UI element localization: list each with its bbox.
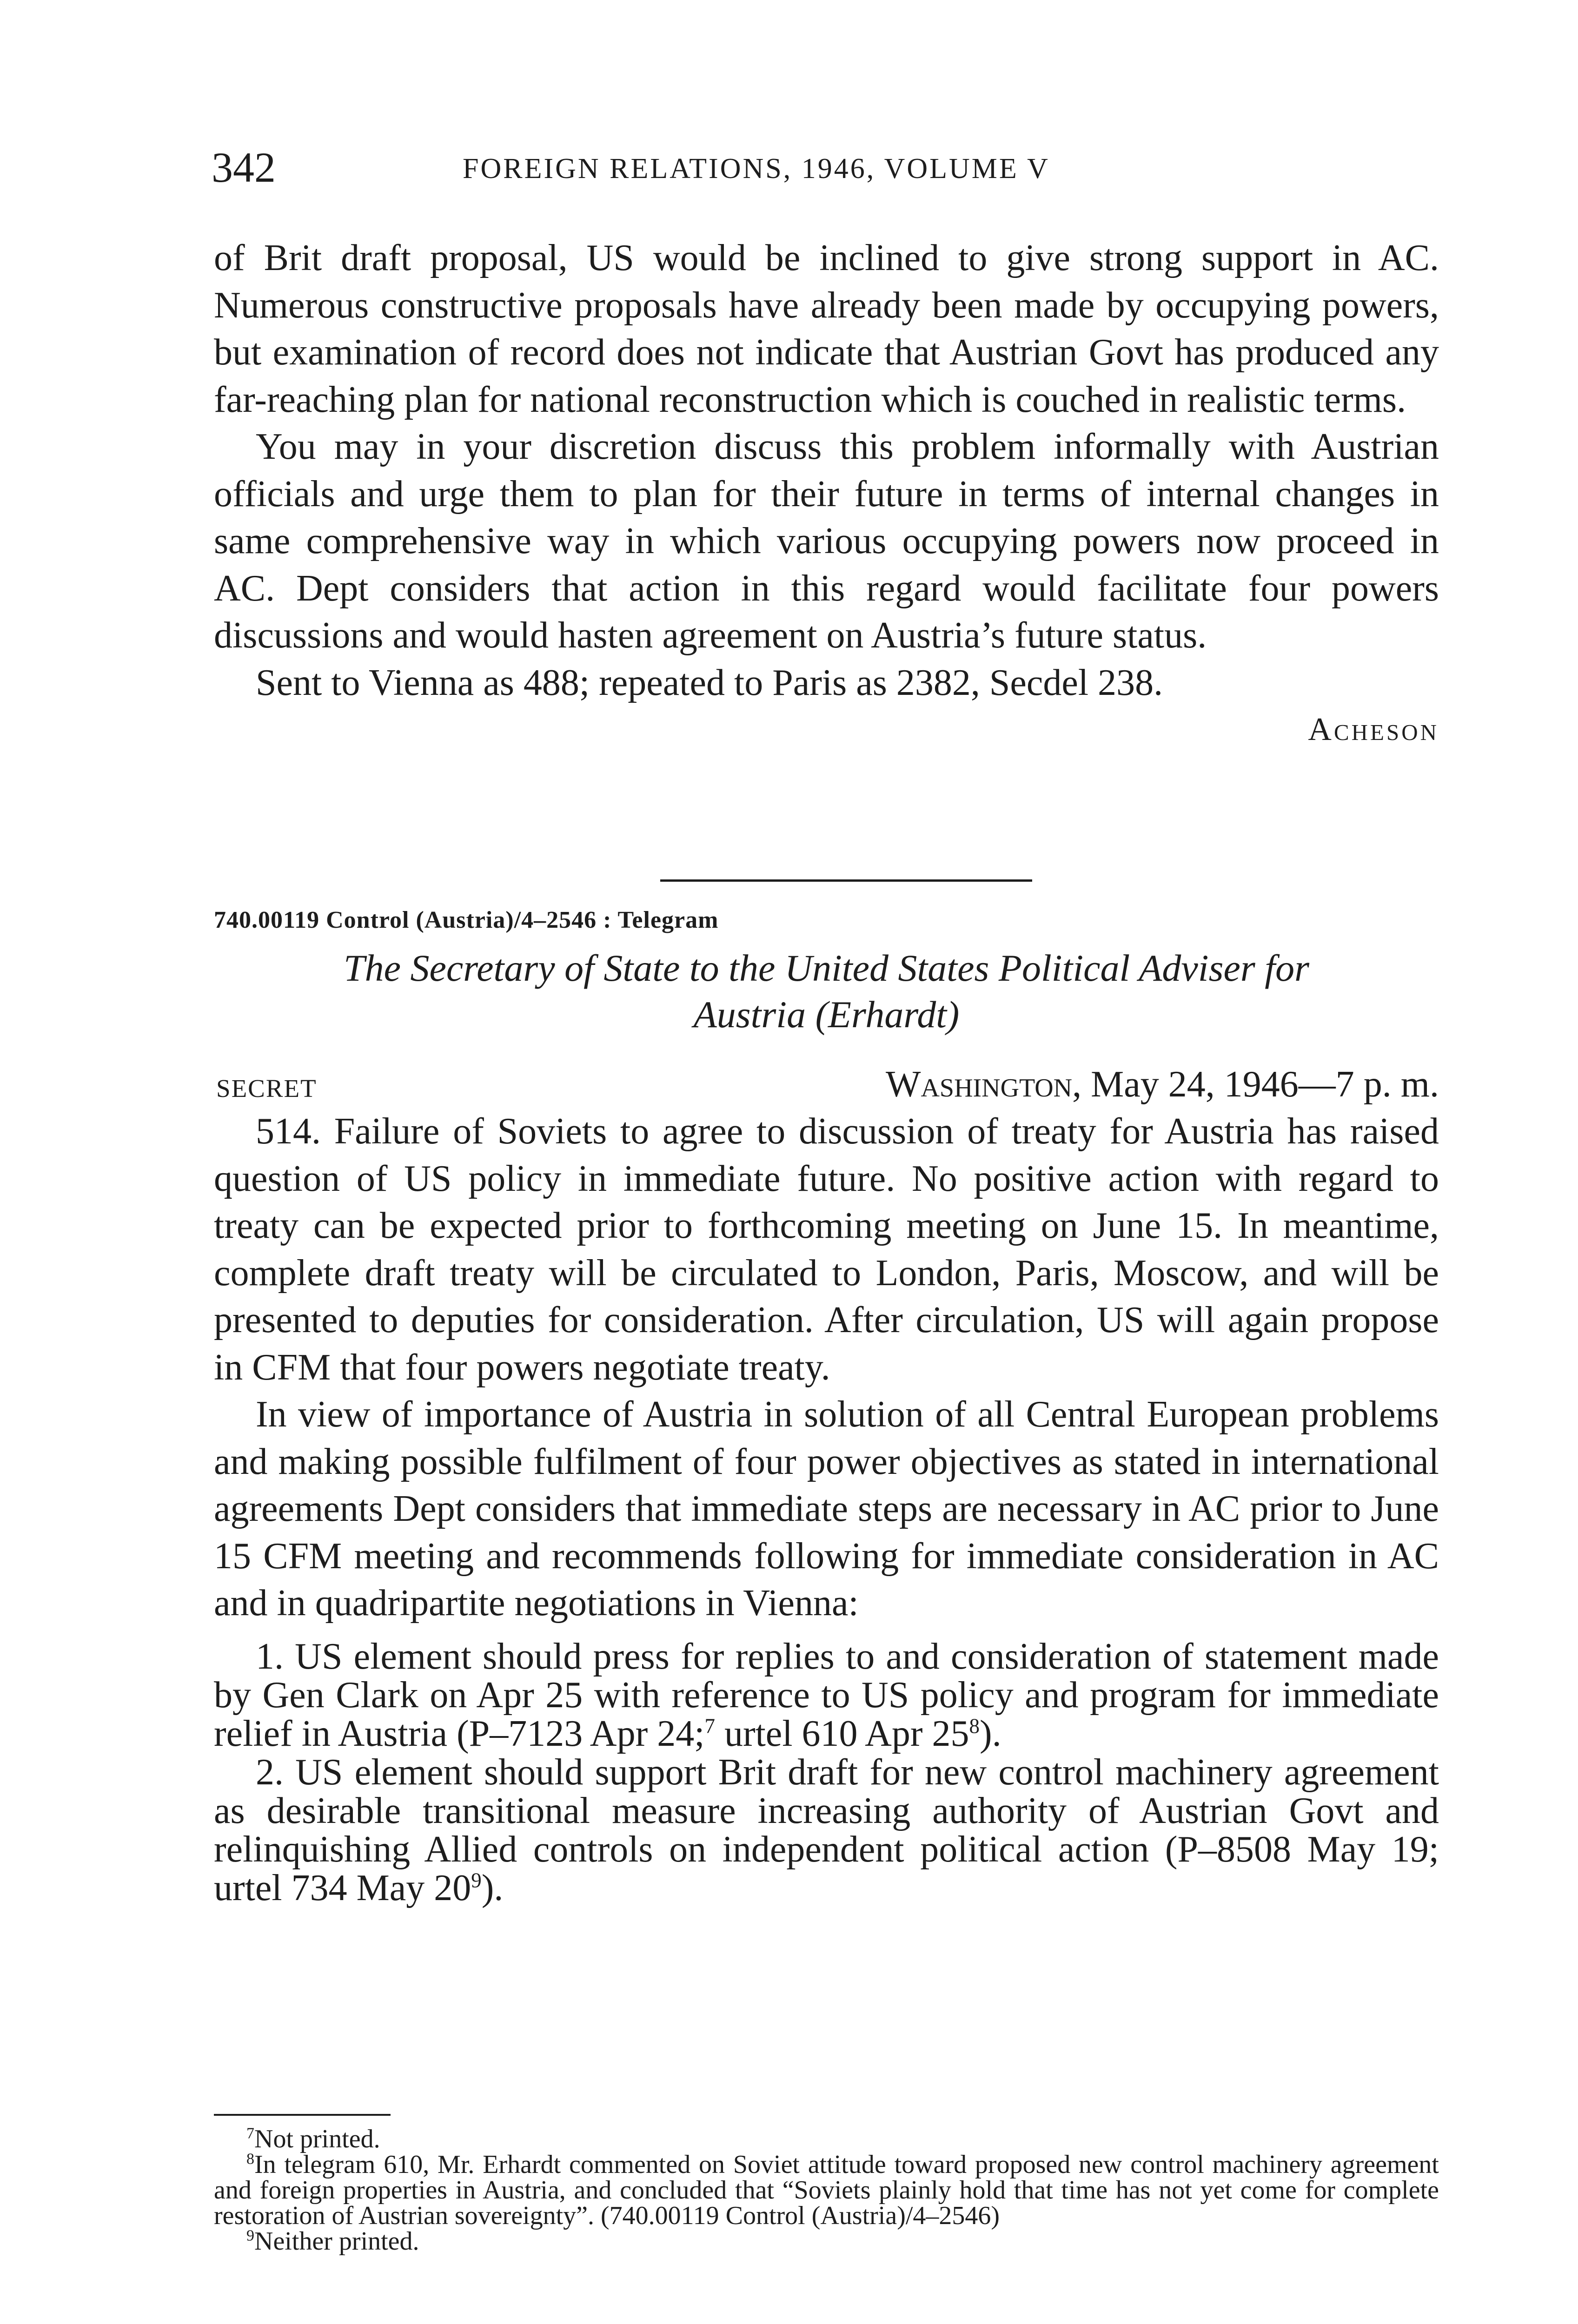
paragraph-continued: of Brit draft proposal, US would be inclined to give strong support in AC. Numerous constructive proposals have already been made by occupying powers, but examination of record does not indicate that Austrian Govt has produced any far-reaching plan for national reconstruction which is couched in realistic terms. <box>214 238 1439 420</box>
document-title-line1: The Secretary of State to the United States Political Adviser for <box>344 947 1309 989</box>
paragraph-in-view: In view of importance of Austria in solution of all Central European problems and making possible fulfilment of four power objectives as stated in international agreements Dept considers that immediate steps are necessary in AC prior to June 15 CFM meeting and recommends following for immediate consideration in AC and in quadripartite negotiations in Vienna: <box>214 1394 1439 1624</box>
place-date <box>886 1061 1439 1108</box>
section-divider <box>660 879 1032 882</box>
numbered-item-1: 1. US element should press for replies to and consideration of statement made by Gen Clark on Apr 25 with reference to US policy and program for immediate relief in Austria (P–7123 Apr 24;$^7$ urtel 610 Apr $25^8$). <box>214 1636 1439 1754</box>
continued-text <box>214 235 1439 753</box>
date: May 24, 1946—7 p. m. <box>1091 1064 1439 1105</box>
footnote-divider <box>214 2114 391 2116</box>
telegram-section <box>214 899 1439 1908</box>
page-number: 342 <box>212 144 276 191</box>
footnote-7: $^7$Not printed. <box>246 2125 380 2153</box>
numbered-item-2: 2. US element should support Brit draft for new control machinery agreement as desirable transitional measure increasing authority of Austrian Govt and relinquishing Allied controls on independent political action (P–8508 May 19; urtel 734 May $20^9$). <box>214 1751 1439 1908</box>
running-head: FOREIGN RELATIONS, 1946, VOLUME V <box>463 153 1050 185</box>
paragraph-discretion: You may in your discretion discuss this problem informally with Austrian officials and urge them to plan for their future in terms of internal changes in same comprehensive way in which various occupying powers now proceed in AC. Dept considers that action in this regard would facilitate four powers discussions and would hasten agreement on Austria’s future status. <box>214 426 1439 656</box>
paragraph-sent-to: Sent to Vienna as 488; repeated to Paris as 2382, Secdel 238. <box>256 662 1163 703</box>
place: Washington, <box>885 1064 1082 1105</box>
footnote-8: $^8$In telegram 610, Mr. Erhardt commented on Soviet attitude toward proposed new control machinery agreement and foreign properties in Austria, and concluded that “Soviets plainly hold that time has not yet come for complete restoration of Austrian sovereignty”. (740.00119 Control (Austria)/4–2546) <box>214 2150 1439 2230</box>
footnote-9: $^9$Neither printed. <box>246 2227 419 2256</box>
dateline <box>214 1061 1439 1108</box>
classification-label: SECRET <box>216 1074 317 1103</box>
document-title-line2: Austria (Erhardt) <box>693 993 960 1036</box>
paragraph-514: 514. Failure of Soviets to agree to discussion of treaty for Austria has raised question of US policy in immediate future. No positive action with regard to treaty can be expected prior to forthcoming meeting on June 15. In meantime, complete draft treaty will be circulated to London, Paris, Moscow, and will be presented to deputies for consideration. After circulation, US will again propose in CFM that four powers negotiate treaty. <box>214 1111 1439 1388</box>
signature-acheson: Acheson <box>1308 712 1439 747</box>
footnote-ref-7: 7 <box>704 1714 715 1737</box>
footnote-ref-9: 9 <box>471 1868 482 1892</box>
page-header <box>212 142 1439 193</box>
file-number: 740.00119 Control (Austria)/4–2546 : Telegram <box>214 907 719 933</box>
footnote-ref-8: 8 <box>969 1714 980 1737</box>
footnotes <box>214 2126 1439 2254</box>
